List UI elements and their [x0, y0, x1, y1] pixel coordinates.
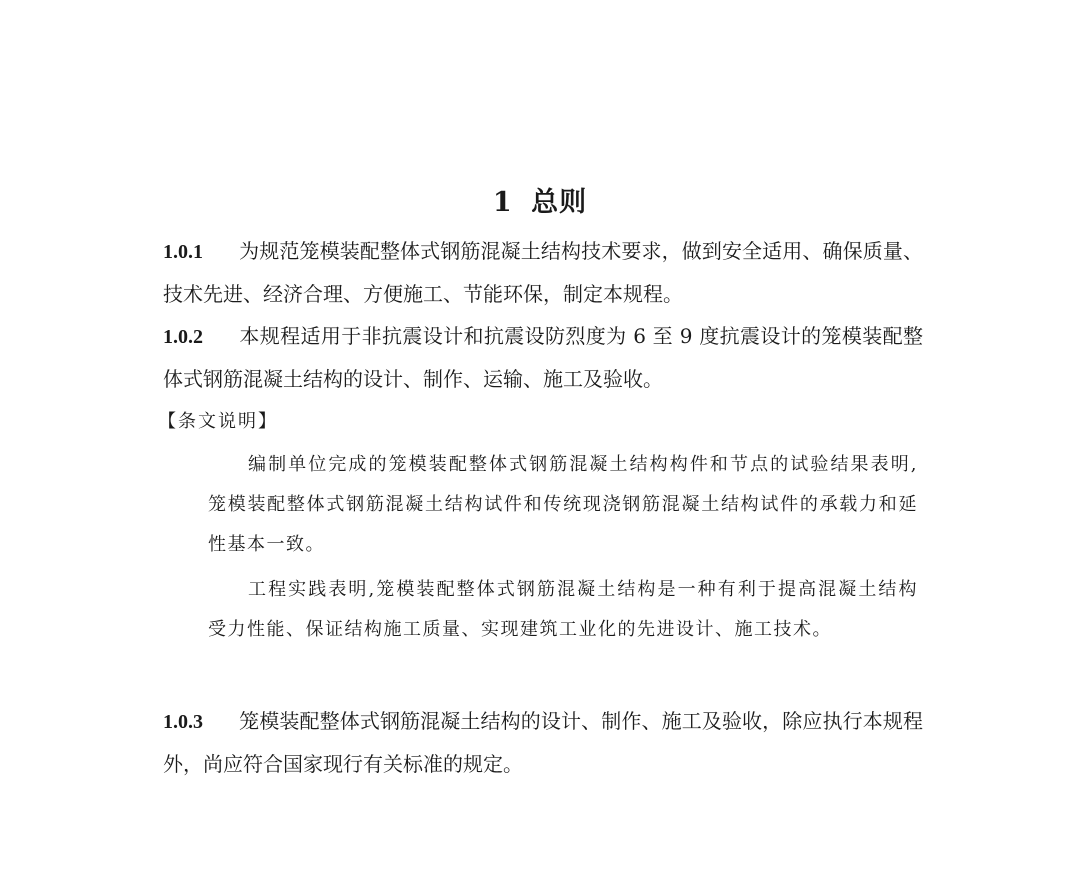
chapter-title: 1 总则 — [492, 187, 588, 218]
explanation-paragraph: 工程实践表明,笼模装配整体式钢筋混凝土结构是一种有利于提高混凝土结构受力性能、保证结构施工质量、实现建筑工业化的先进设计、施工技术。 — [208, 579, 918, 640]
explanation-heading: 【条文说明】 — [158, 411, 278, 432]
clause-number: 1.0.2 — [163, 326, 203, 348]
clause-text: 为规范笼模装配整体式钢筋混凝土结构技术要求，做到安全适用、确保质量、技术先进、经济合理、方便施工、节能环保，制定本规程。 — [163, 239, 923, 306]
clause-number: 1.0.1 — [163, 241, 203, 263]
clause-text: 本规程适用于非抗震设计和抗震设防烈度为 6 至 9 度抗震设计的笼模装配整体式钢筋混凝土结构的设计、制作、运输、施工及验收。 — [163, 324, 923, 391]
clause-number: 1.0.3 — [163, 711, 203, 733]
clause-text: 笼模装配整体式钢筋混凝土结构的设计、制作、施工及验收，除应执行本规程外，尚应符合国家现行有关标准的规定。 — [163, 709, 923, 776]
clause-1-0-3 — [163, 700, 923, 785]
clause-1-0-2 — [163, 315, 923, 400]
clause-1-0-1 — [163, 230, 923, 315]
explanation-paragraph: 编制单位完成的笼模装配整体式钢筋混凝土结构构件和节点的试验结果表明,笼模装配整体式钢筋混凝土结构试件和传统现浇钢筋混凝土结构试件的承载力和延性基本一致。 — [208, 454, 918, 555]
